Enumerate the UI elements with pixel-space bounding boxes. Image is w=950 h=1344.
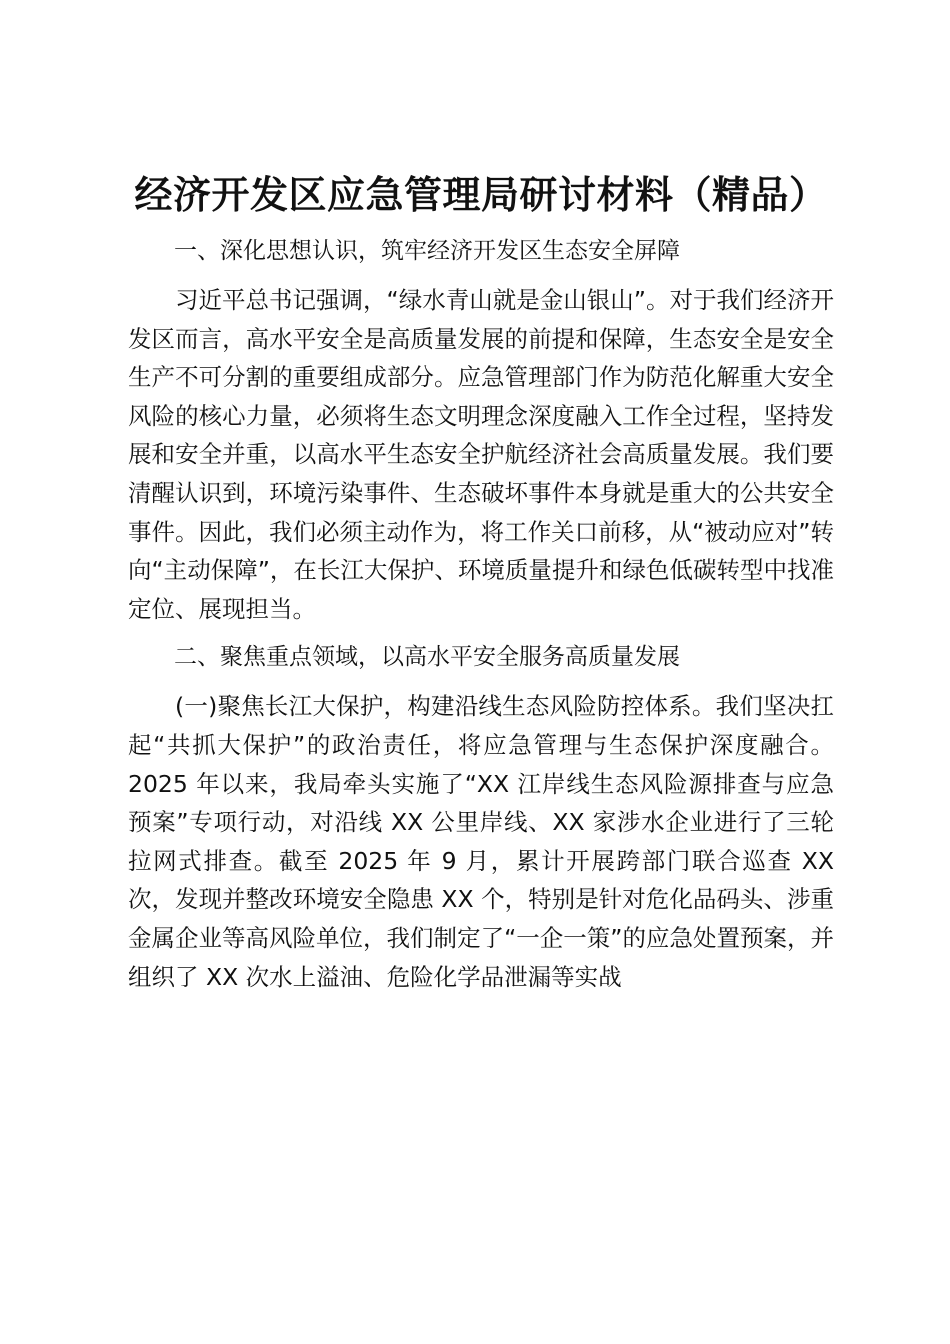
- document-title: 经济开发区应急管理局研讨材料（精品）: [134, 173, 828, 217]
- section-heading-1: 一、深化思想认识，筑牢经济开发区生态安全屏障: [174, 238, 680, 264]
- section-heading-2: 二、聚焦重点领域，以高水平安全服务高质量发展: [174, 644, 680, 671]
- document-page: [128, 168, 834, 1008]
- section-2-paragraph: (一)聚焦长江大保护，构建沿线生态风险防控体系。我们坚决扛起“共抓大保护”的政治责任，将应急管理与生态保护深度融合。2025 年以来，我局牵头实施了“XX 江岸线生态风险源排查与应急预案”专项行动，对沿线 XX 公里岸线、XX 家涉水企业进行了三轮拉网式排查。截至 2025 年 9 月，累计开展跨部门联合巡查 XX 次，发现并整改环境安全隐患 XX 个，特别是针对危化品码头、涉重金属企业等高风险单位，我们制定了“一企一策”的应急处置预案，并组织了 XX 次水上溢油、危险化学品泄漏等实战: [128, 692, 834, 991]
- section-1-paragraph: 习近平总书记强调，“绿水青山就是金山银山”。对于我们经济开发区而言，高水平安全是高质量发展的前提和保障，生态安全是安全生产不可分割的重要组成部分。应急管理部门作为防范化解重大安全风险的核心力量，必须将生态文明理念深度融入工作全过程，坚持发展和安全并重，以高水平生态安全护航经济社会高质量发展。我们要清醒认识到，环境污染事件、生态破坏事件本身就是重大的公共安全事件。因此，我们必须主动作为，将工作关口前移，从“被动应对”转向“主动保障”，在长江大保护、环境质量提升和绿色低碳转型中找准定位、展现担当。: [128, 286, 834, 623]
